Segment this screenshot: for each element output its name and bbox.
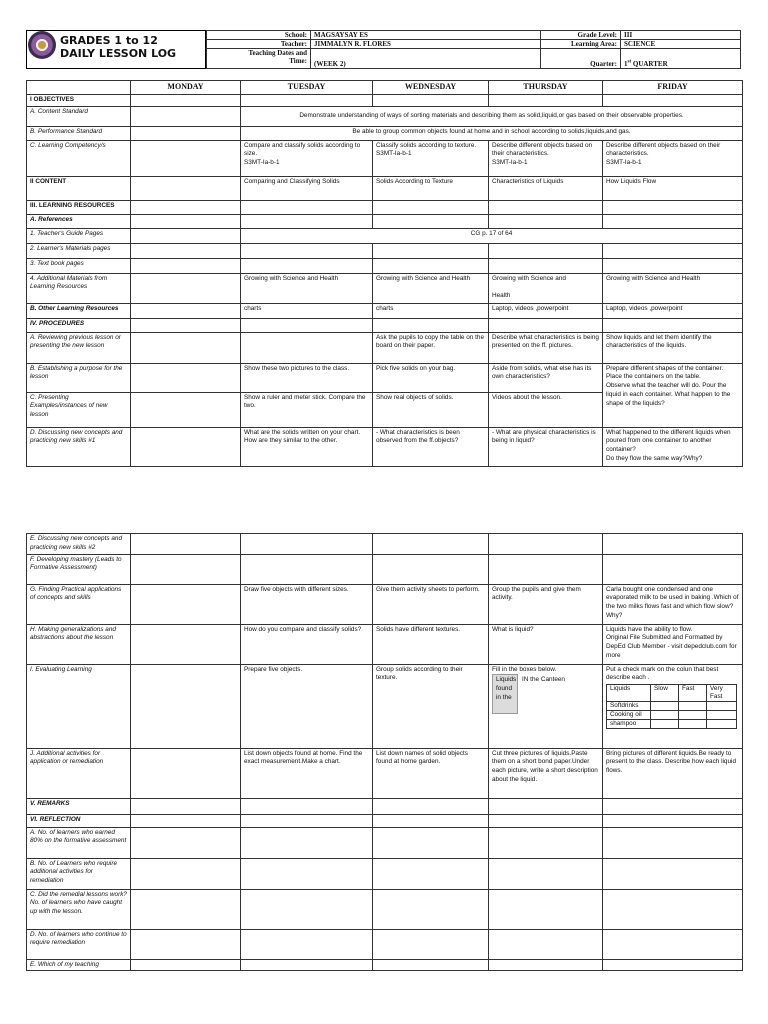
dates-value: (WEEK 2) [311, 49, 541, 69]
proc-b-tuesday: Show these two pictures to the class. [241, 363, 373, 392]
area-value: SCIENCE [621, 40, 741, 49]
proc-h-thursday: What is liquid? [489, 624, 603, 664]
corner-cell [27, 81, 131, 95]
section-reflection: VI. REFLECTION [27, 814, 131, 827]
row-label-proc-g: G. Finding Practical applications of concepts and skills [27, 584, 131, 624]
flow-header-liquids: Liquids [607, 685, 651, 702]
teacher-label: Teacher: [207, 40, 311, 49]
row-label-content-standard: A. Content Standard [27, 106, 131, 126]
proc-bc-friday: Prepare different shapes of the container. Place the containers on the table. Observe what the teacher will do. Pour the liquid in each container. What happen to the shape of the liquids? [603, 363, 743, 427]
proc-h-wednesday: Solids have different textures. [373, 624, 489, 664]
row-label-refl-d: D. No. of learners who continue to require remediation [27, 929, 131, 959]
other-tuesday: charts [241, 303, 373, 318]
proc-i-friday-text: Put a check mark on the colun that best describe each . [606, 665, 719, 682]
row-label-tg-pages: 1. Teacher's Guide Pages [27, 228, 131, 243]
flow-header-fast: Fast [679, 685, 707, 702]
teacher-value: JIMMALYN R. FLORES [311, 40, 541, 49]
proc-d-tuesday: What are the solids written on your chart. How are they similar to the other. [241, 427, 373, 466]
proc-h-friday: Liquids have the ability to flow. Original File Submitted and Formatted by DepEd Club Member - visit depedclub.com for more [603, 624, 743, 664]
proc-a-thursday: Describe what characteristics is being presented on the ff. pictures. [489, 332, 603, 363]
deped-seal-logo [28, 31, 56, 59]
dates-label-2: Time: [289, 57, 307, 65]
grade-label: Grade Level: [541, 31, 621, 40]
day-header-monday: MONDAY [131, 81, 241, 95]
row-label-refl-e: E. Which of my teaching [27, 959, 131, 971]
proc-g-tuesday: Draw five objects with different sizes. [241, 584, 373, 624]
section-objectives: I OBJECTIVES [27, 94, 131, 106]
liquid-flow-table [606, 684, 737, 729]
content-standard-text: Demonstrate understanding of ways of sorting materials and describing them as solid,liquid,or gas based on their observable properties. [241, 106, 743, 126]
other-wednesday: charts [373, 303, 489, 318]
row-label-proc-c: C. Presenting Examples/instances of new lesson [27, 392, 131, 427]
section-procedures: IV. PROCEDURES [27, 318, 131, 332]
section-remarks: V. REMARKS [27, 798, 131, 814]
other-thursday: Laptop, videos ,powerpoint [489, 303, 603, 318]
row-label-additional-materials: 4. Additional Materials from Learning Resources [27, 273, 131, 303]
row-label-refl-a: A. No. of learners who earned 80% on the formative assessment [27, 827, 131, 858]
proc-i-thursday-text: Fill in the boxes below. [492, 665, 557, 673]
performance-standard-text: Be able to group common objects found at home and in school according to solids,liquids,and gas. [241, 126, 743, 140]
doc-title-line2: DAILY LESSON LOG [60, 47, 177, 60]
row-label-competency: C. Learning Competency/s [27, 140, 131, 176]
content-thursday: Characteristics of Liquids [489, 176, 603, 200]
flow-row-cooking-oil: Cooking oil [607, 711, 651, 720]
proc-g-friday: Carla bought one condensed and one evaporated milk to be used in baking .Which of the two milks flows fast and which flow slow?Why? [603, 584, 743, 624]
flow-row-shampoo: shampoo [607, 720, 651, 729]
doc-title-line1: GRADES 1 to 12 [60, 34, 158, 47]
additional-wednesday: Growing with Science and Health [373, 273, 489, 303]
area-label: Learning Area: [541, 40, 621, 49]
row-label-references: A. References [27, 214, 131, 228]
content-friday: How Liquids Flow [603, 176, 743, 200]
row-label-proc-a: A. Reviewing previous lesson or presenting the new lesson [27, 332, 131, 363]
day-header-tuesday: TUESDAY [241, 81, 373, 95]
day-header-wednesday: WEDNESDAY [373, 81, 489, 95]
proc-g-thursday: Group the pupils and give them activity. [489, 584, 603, 624]
proc-d-friday: What happened to the different liquids when poured from one container to another container? Do they flow the same way?Why? [603, 427, 743, 466]
proc-j-tuesday: List down objects found at home. Find the exact measurement.Make a chart. [241, 748, 373, 798]
proc-i-friday [603, 664, 743, 748]
proc-c-wednesday: Show real objects of solids. [373, 392, 489, 427]
proc-h-tuesday: How do you compare and classify solids? [241, 624, 373, 664]
proc-g-wednesday: Give them activity sheets to perform. [373, 584, 489, 624]
school-value: MAGSAYSAY ES [311, 31, 541, 40]
school-label: School: [207, 31, 311, 40]
section-learning-resources: III. LEARNING RESOURCES [27, 200, 131, 214]
proc-c-thursday: Videos about the lesson. [489, 392, 603, 427]
row-label-proc-j: J. Additional activities for application or remediation [27, 748, 131, 798]
sticky-note-liquids: Liquids found in the [492, 674, 518, 714]
flow-header-slow: Slow [651, 685, 679, 702]
competency-thursday: Describe different objects based on their characteristics. S3MT-Ia-b-1 [489, 140, 603, 176]
flow-row-softdrinks: Softdrinks [607, 702, 651, 711]
row-label-refl-b: B. No. of Learners who require additional activities for remediation [27, 858, 131, 889]
quarter-value: 1st QUARTER [621, 49, 741, 69]
proc-a-friday: Show liquids and let them identify the characteristics of the liquids. [603, 332, 743, 363]
flow-header-very-fast: Very Fast [707, 685, 737, 702]
row-label-performance-standard: B. Performance Standard [27, 126, 131, 140]
meta-right [540, 30, 741, 69]
row-label-proc-h: H. Making generalizations and abstractions about the lesson [27, 624, 131, 664]
dates-label-1: Teaching Dates and [248, 49, 307, 57]
proc-a-wednesday: Ask the pupils to copy the table on the board on their paper. [373, 332, 489, 363]
row-label-proc-f: F. Developing mastery (Leads to Formative Assessment) [27, 554, 131, 584]
proc-d-wednesday: - What characteristics is been observed from the ff.objects? [373, 427, 489, 466]
proc-j-thursday: Cut three pictures of liquids.Paste them on a short bond paper.Under each picture, write a short description about the liquid. [489, 748, 603, 798]
proc-i-wednesday: Group solids according to their texture. [373, 664, 489, 748]
row-label-lm-pages: 2. Learner's Materials pages [27, 243, 131, 258]
day-header-friday: FRIDAY [603, 81, 743, 95]
content-wednesday: Solids According to Texture [373, 176, 489, 200]
meta-left [206, 30, 541, 69]
additional-thursday: Growing with Science and Health [489, 273, 603, 303]
day-header-thursday: THURSDAY [489, 81, 603, 95]
proc-b-wednesday: Pick five solids on your bag. [373, 363, 489, 392]
competency-friday: Describe different objects based on their characteristics. S3MT-Ia-b-1 [603, 140, 743, 176]
lesson-log-table-page2 [26, 533, 743, 971]
competency-wednesday: Classify solids according to texture. S3MT-Ia-b-1 [373, 140, 489, 176]
proc-i-tuesday: Prepare five objects. [241, 664, 373, 748]
other-friday: Laptop, videos ,powerpoint [603, 303, 743, 318]
proc-i-thursday [489, 664, 603, 748]
row-label-other-resources: B. Other Learning Resources [27, 303, 131, 318]
proc-i-thursday-canteen: IN the Canteen [522, 676, 565, 684]
proc-b-thursday: Aside from solids, what else has its own characteristics? [489, 363, 603, 392]
additional-tuesday: Growing with Science and Health [241, 273, 373, 303]
proc-d-thursday: - What are physical characteristics is being in liquid? [489, 427, 603, 466]
row-label-proc-d: D. Discussing new concepts and practicing new skills #1 [27, 427, 131, 466]
row-label-proc-i: I. Evaluating Learning [27, 664, 131, 748]
grade-value: III [621, 31, 741, 40]
proc-j-friday: Bring pictures of different liquids.Be ready to present to the class. Describe how each liquid flows. [603, 748, 743, 798]
row-label-refl-c: C. Did the remedial lessons work? No. of learners who have caught up with the lesson. [27, 889, 131, 929]
proc-c-tuesday: Show a ruler and meter stick. Compare the two. [241, 392, 373, 427]
row-label-proc-e: E. Discussing new concepts and practicing new skills #2 [27, 534, 131, 555]
proc-j-wednesday: List down names of solid objects found at home garden. [373, 748, 489, 798]
quarter-label: Quarter: [541, 49, 621, 69]
additional-friday: Growing with Science and Health [603, 273, 743, 303]
competency-tuesday: Compare and classify solids according to size. S3MT-Ia-b-1 [241, 140, 373, 176]
section-content: II CONTENT [27, 176, 131, 200]
lesson-log-table-page1 [26, 80, 743, 467]
tg-pages-text: CG p. 17 of 64 [241, 228, 743, 243]
content-tuesday: Comparing and Classifying Solids [241, 176, 373, 200]
row-label-proc-b: B. Establishing a purpose for the lesson [27, 363, 131, 392]
row-label-textbook-pages: 3. Text book pages [27, 258, 131, 273]
